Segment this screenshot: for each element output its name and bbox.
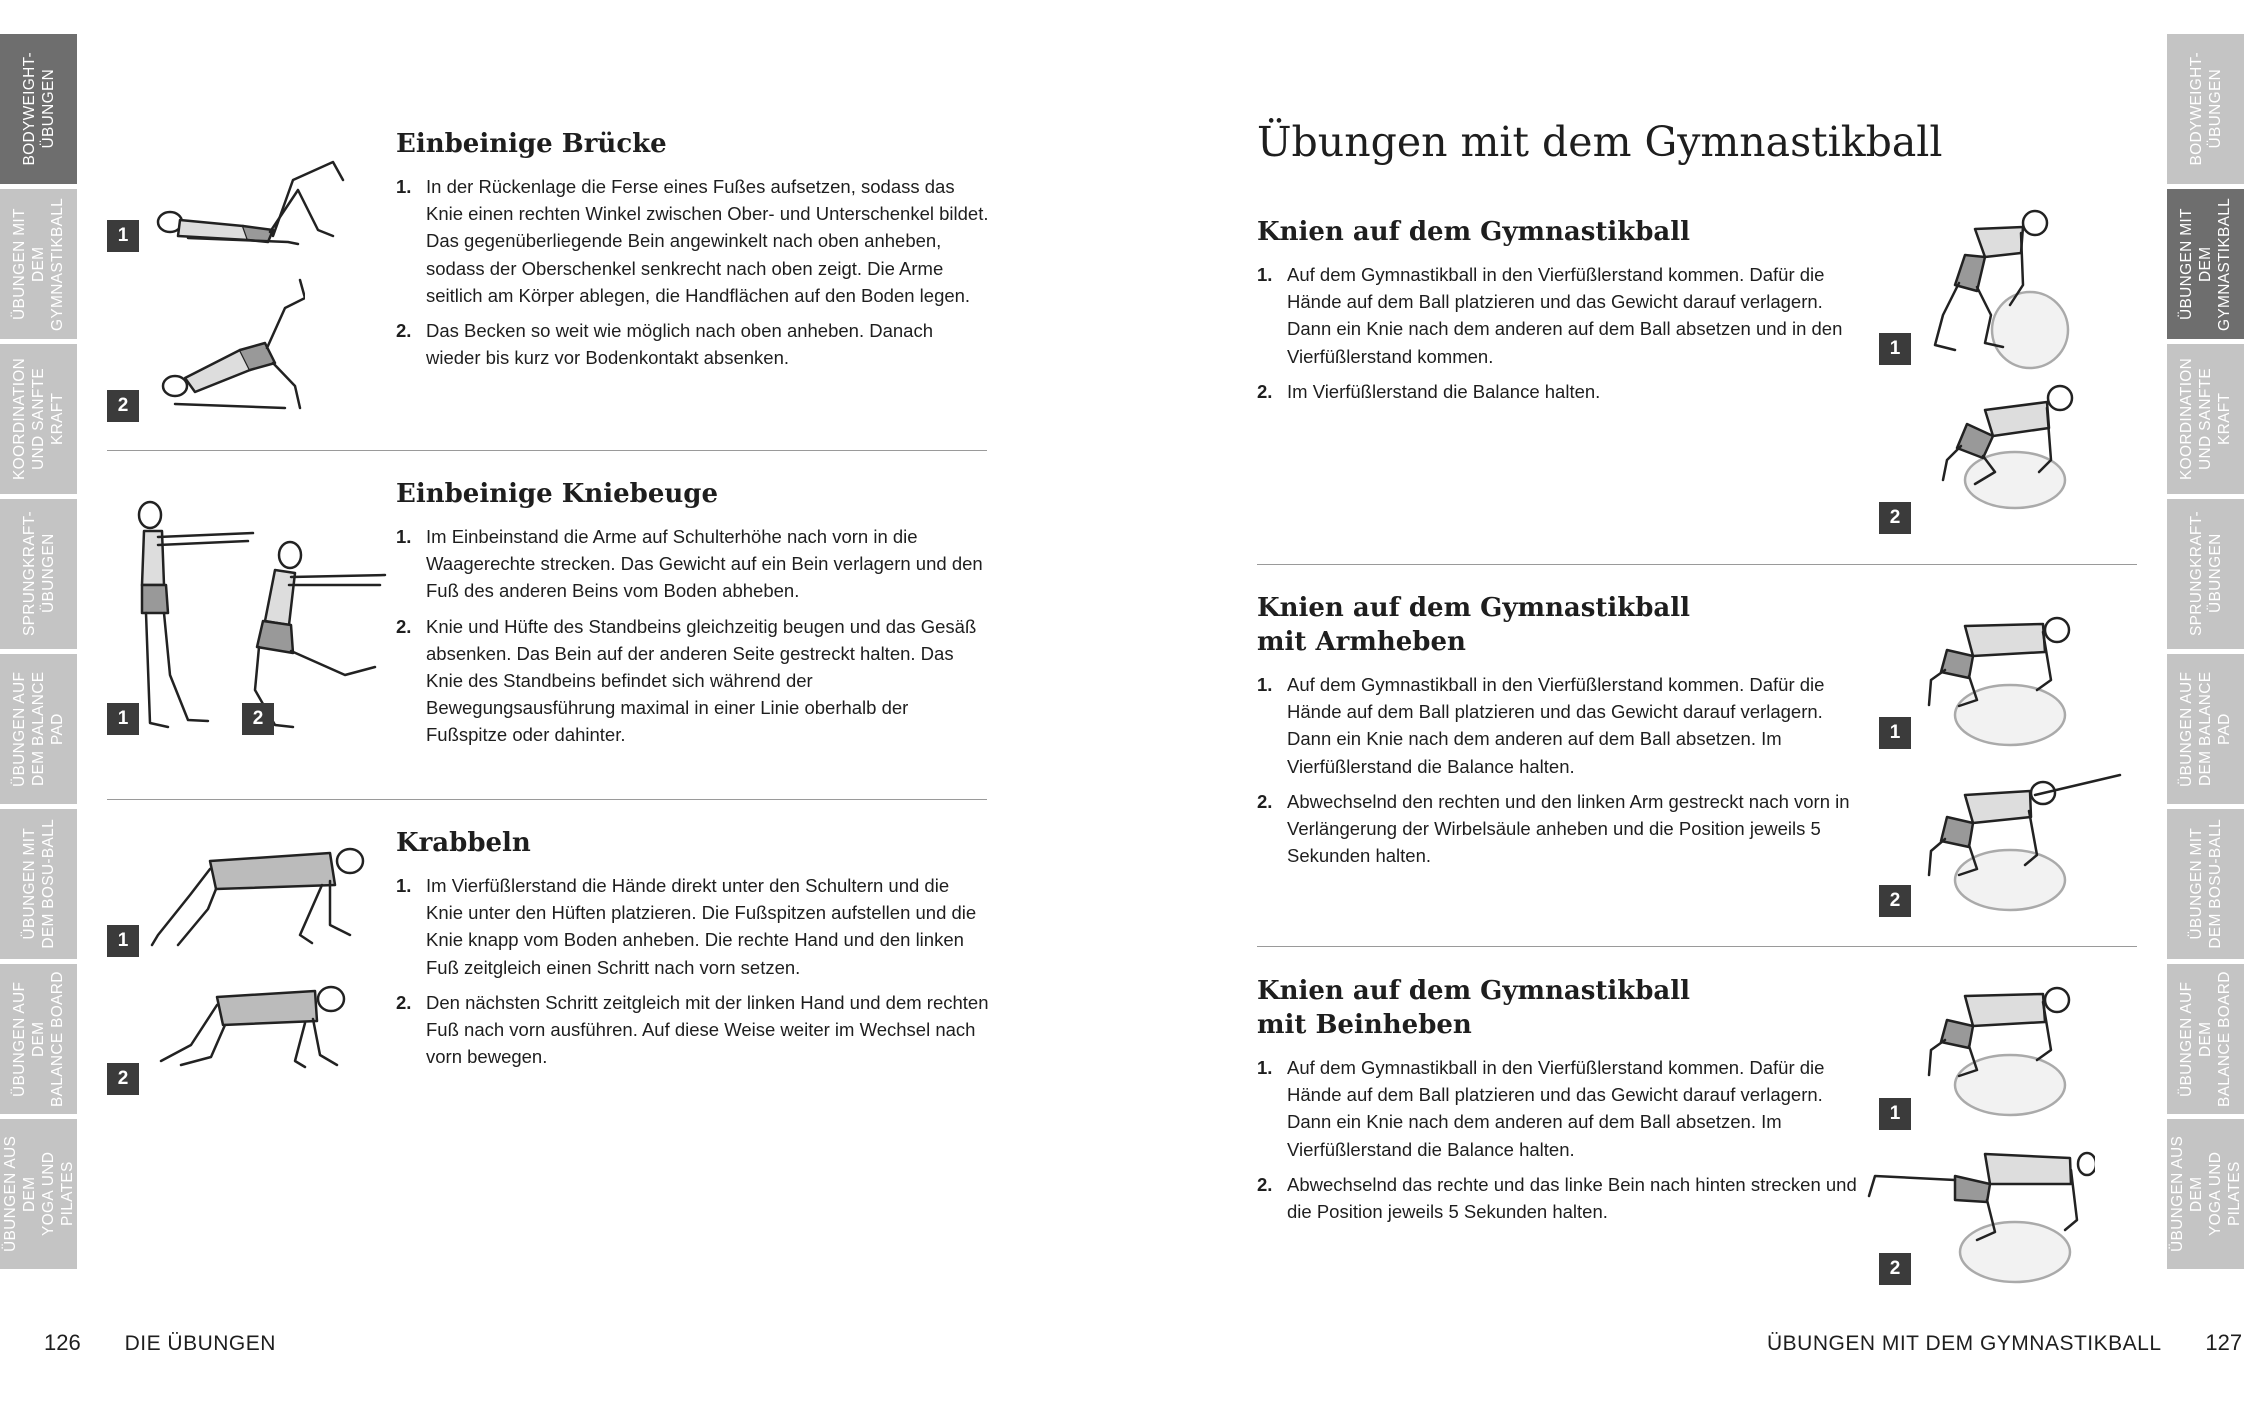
page-number: 126 bbox=[44, 1330, 81, 1355]
tab-label: ÜBUNGEN MIT DEM GYMNASTIKBALL bbox=[2178, 197, 2233, 331]
tab-gymnastikball[interactable] bbox=[0, 189, 77, 339]
exercise-title: Einbeinige Brücke bbox=[396, 129, 667, 159]
step-text: Auf dem Gymnastikball in den Vierfüßlerstand kommen. Dafür die Hände auf dem Ball platzieren und das Gewicht darauf verlagern. Dann ein Knie nach dem anderen auf dem Ball absetzen. Im Vierfüßlerstand die Balance halten. bbox=[1287, 674, 1825, 777]
tab-label: KOORDINATION UND SANFTE KRAFT bbox=[11, 357, 66, 481]
step-number: 1. bbox=[396, 526, 412, 547]
exercise-einbeinige-kniebeuge bbox=[396, 477, 991, 757]
step-number: 1. bbox=[1257, 1057, 1273, 1078]
step-item bbox=[396, 872, 991, 981]
step-text: In der Rückenlage die Ferse eines Fußes aufsetzen, sodass das Knie einen rechten Winkel zwischen Ober- und Unterschenkel bildet. Das gegenüberliegende Bein angewinkelt nach oben anheben, sodass der Oberschenkel senkrecht nach oben zeigt. Die Arme seitlich am Körper ablegen, die Handflächen auf den Boden legen. bbox=[426, 176, 989, 306]
tab-balance-pad[interactable] bbox=[0, 654, 77, 804]
step-badge: 1 bbox=[1879, 333, 1911, 365]
step-text: Abwechselnd den rechten und den linken Arm gestreckt nach vorn in Verlängerung der Wirbelsäule anheben und die Position jeweils 5 Sekunden halten. bbox=[1287, 790, 1850, 867]
step-number: 1. bbox=[396, 176, 412, 197]
tab-label: ÜBUNGEN AUF DEM BALANCE PAD bbox=[2178, 671, 2233, 787]
step-badge: 1 bbox=[107, 220, 139, 252]
step-text: Im Einbeinstand die Arme auf Schulterhöhe nach vorn in die Waagerechte strecken. Das Gewicht auf ein Bein verlagern und den Fuß des anderen Beins vom Boden abheben. bbox=[426, 526, 983, 602]
step-text: Auf dem Gymnastikball in den Vierfüßlerstand kommen. Dafür die Hände auf dem Ball platzieren und das Gewicht darauf verlagern. Dann ein Knie nach dem anderen auf dem Ball absetzen und in den Vierfüßlerstand kommen. bbox=[1287, 264, 1843, 367]
tab-sprungkraft[interactable] bbox=[2167, 499, 2244, 649]
chapter-title: Übungen mit dem Gymnastikball bbox=[1257, 118, 1943, 166]
step-item bbox=[1257, 1171, 1857, 1225]
step-text: Den nächsten Schritt zeitgleich mit der linken Hand und dem rechten Fuß nach vorn ausführen. Auf diese Weise weiter im Wechsel nach vorn bewegen. bbox=[426, 991, 989, 1068]
tab-label: ÜBUNGEN AUF DEM BALANCE BOARD bbox=[2178, 971, 2233, 1107]
step-number: 1. bbox=[1257, 674, 1273, 695]
section-divider bbox=[1257, 564, 2137, 565]
illustration-squat-1 bbox=[128, 495, 258, 735]
step-badge: 2 bbox=[107, 1063, 139, 1095]
tab-label: BODYWEIGHT- ÜBUNGEN bbox=[2187, 52, 2224, 166]
tab-gymnastikball[interactable] bbox=[2167, 189, 2244, 339]
tab-label: ÜBUNGEN AUF DEM BALANCE PAD bbox=[11, 671, 66, 787]
step-text: Im Vierfüßlerstand die Balance halten. bbox=[1287, 380, 1601, 402]
tab-yoga-pilates[interactable] bbox=[0, 1119, 77, 1269]
illustration-bridge-2 bbox=[155, 268, 305, 418]
illustration-crawl-1 bbox=[150, 845, 370, 955]
exercise-steps bbox=[1257, 261, 1852, 405]
tab-bodyweight[interactable] bbox=[0, 34, 77, 184]
tab-koordination[interactable] bbox=[2167, 344, 2244, 494]
section-divider bbox=[107, 450, 987, 451]
step-number: 2. bbox=[396, 320, 412, 342]
illustration-leg-raise-1 bbox=[1925, 980, 2085, 1120]
section-name: ÜBUNGEN MIT DEM GYMNASTIKBALL bbox=[1767, 1332, 2162, 1355]
exercise-steps bbox=[1257, 671, 1857, 869]
step-number: 2. bbox=[396, 991, 412, 1013]
step-item bbox=[1257, 1054, 1857, 1163]
tab-koordination[interactable] bbox=[0, 344, 77, 494]
tab-label: ÜBUNGEN AUS DEM YOGA UND PILATES bbox=[2168, 1135, 2243, 1253]
exercise-steps bbox=[396, 872, 991, 1070]
step-item bbox=[1257, 788, 1857, 870]
exercise-steps bbox=[396, 523, 991, 749]
step-badge: 1 bbox=[1879, 717, 1911, 749]
tab-balance-board[interactable] bbox=[0, 964, 77, 1114]
illustration-bridge-1 bbox=[148, 150, 348, 250]
section-divider bbox=[1257, 946, 2137, 947]
exercise-knien-gymnastikball bbox=[1257, 215, 1852, 413]
illustration-ball-kneel-1 bbox=[1905, 205, 2085, 370]
tab-bosu-ball[interactable] bbox=[0, 809, 77, 959]
tab-label: ÜBUNGEN MIT DEM GYMNASTIKBALL bbox=[11, 197, 66, 331]
step-badge: 2 bbox=[1879, 502, 1911, 534]
step-number: 2. bbox=[1257, 1173, 1273, 1195]
page-number: 127 bbox=[2205, 1330, 2243, 1355]
tab-label: ÜBUNGEN MIT DEM BOSU-BALL bbox=[2187, 819, 2224, 949]
tab-yoga-pilates[interactable] bbox=[2167, 1119, 2244, 1269]
tab-label: KOORDINATION UND SANFTE KRAFT bbox=[2178, 357, 2233, 481]
exercise-title: Krabbeln bbox=[396, 828, 531, 858]
exercise-krabbeln bbox=[396, 826, 991, 1078]
page-footer-left bbox=[44, 1325, 276, 1362]
exercise-steps bbox=[396, 173, 991, 371]
tab-label: ÜBUNGEN MIT DEM BOSU-BALL bbox=[20, 819, 57, 949]
step-badge: 1 bbox=[107, 925, 139, 957]
step-number: 2. bbox=[1257, 790, 1273, 812]
step-badge: 1 bbox=[1879, 1098, 1911, 1130]
step-text: Abwechselnd das rechte und das linke Bein nach hinten strecken und die Position jeweils 5 Sekunden halten. bbox=[1287, 1173, 1857, 1223]
tab-balance-pad[interactable] bbox=[2167, 654, 2244, 804]
step-badge: 2 bbox=[242, 703, 274, 735]
tab-label: ÜBUNGEN AUF DEM BALANCE BOARD bbox=[11, 971, 66, 1107]
illustration-arm-raise-2 bbox=[1925, 765, 2125, 915]
chapter-tabs-left bbox=[0, 34, 77, 1274]
step-item bbox=[396, 173, 991, 309]
step-badge: 1 bbox=[107, 703, 139, 735]
tab-label: SPRUNGKRAFT- ÜBUNGEN bbox=[2187, 511, 2224, 637]
step-text: Das Becken so weit wie möglich nach oben anheben. Danach wieder bis kurz vor Bodenkontakt absenken. bbox=[426, 320, 934, 369]
exercise-title: Einbeinige Kniebeuge bbox=[396, 479, 719, 509]
step-number: 1. bbox=[396, 875, 412, 896]
tab-bosu-ball[interactable] bbox=[2167, 809, 2244, 959]
section-divider bbox=[107, 799, 987, 800]
step-number: 1. bbox=[1257, 264, 1273, 285]
exercise-title: Knien auf dem Gymnastikball mit Beinheben bbox=[1257, 976, 1691, 1040]
step-number: 2. bbox=[1257, 380, 1273, 402]
illustration-crawl-2 bbox=[155, 985, 355, 1085]
section-name: DIE ÜBUNGEN bbox=[124, 1332, 276, 1355]
tab-label: ÜBUNGEN AUS DEM YOGA UND PILATES bbox=[1, 1135, 76, 1253]
step-badge: 2 bbox=[107, 390, 139, 422]
step-badge: 2 bbox=[1879, 1253, 1911, 1285]
exercise-steps bbox=[1257, 1054, 1857, 1225]
page-footer-right bbox=[1767, 1325, 2242, 1362]
illustration-arm-raise-1 bbox=[1925, 610, 2085, 750]
exercise-title: Knien auf dem Gymnastikball mit Armheben bbox=[1257, 593, 1691, 657]
step-item bbox=[396, 317, 991, 371]
step-item bbox=[396, 613, 991, 749]
step-text: Knie und Hüfte des Standbeins gleichzeitig beugen und das Gesäß absenken. Das Bein auf der anderen Seite gestreckt halten. Das Knie des Standbeins befindet sich während der Bewegungsausführung maximal in einer Linie oberhalb der Fußspitze oder dahinter. bbox=[426, 615, 977, 746]
exercise-knien-armheben bbox=[1257, 591, 1857, 877]
step-item bbox=[1257, 261, 1852, 370]
tab-balance-board[interactable] bbox=[2167, 964, 2244, 1114]
tab-label: SPRUNGKRAFT- ÜBUNGEN bbox=[20, 511, 57, 637]
step-text: Im Vierfüßlerstand die Hände direkt unter den Schultern und die Knie unter den Hüften platzieren. Die Fußspitzen aufstellen und die Knie knapp vom Boden anheben. Die rechte Hand und den linken Fuß zeitgleich einen Schritt nach vorn setzen. bbox=[426, 875, 977, 978]
exercise-einbeinige-bruecke bbox=[396, 127, 991, 379]
tab-bodyweight[interactable] bbox=[2167, 34, 2244, 184]
step-item bbox=[1257, 378, 1852, 405]
tab-label: BODYWEIGHT- ÜBUNGEN bbox=[20, 52, 57, 166]
step-item bbox=[396, 523, 991, 605]
step-text: Auf dem Gymnastikball in den Vierfüßlerstand kommen. Dafür die Hände auf dem Ball platzieren und das Gewicht darauf verlagern. Dann ein Knie nach dem anderen auf dem Ball absetzen. Im Vierfüßlerstand die Balance halten. bbox=[1287, 1057, 1825, 1160]
exercise-title: Knien auf dem Gymnastikball bbox=[1257, 217, 1691, 247]
step-number: 2. bbox=[396, 615, 412, 637]
step-item bbox=[1257, 671, 1857, 780]
step-item bbox=[396, 989, 991, 1071]
step-badge: 2 bbox=[1879, 885, 1911, 917]
tab-sprungkraft[interactable] bbox=[0, 499, 77, 649]
chapter-tabs-right bbox=[2167, 34, 2244, 1274]
illustration-ball-kneel-2 bbox=[1935, 380, 2095, 510]
exercise-knien-beinheben bbox=[1257, 974, 1857, 1233]
